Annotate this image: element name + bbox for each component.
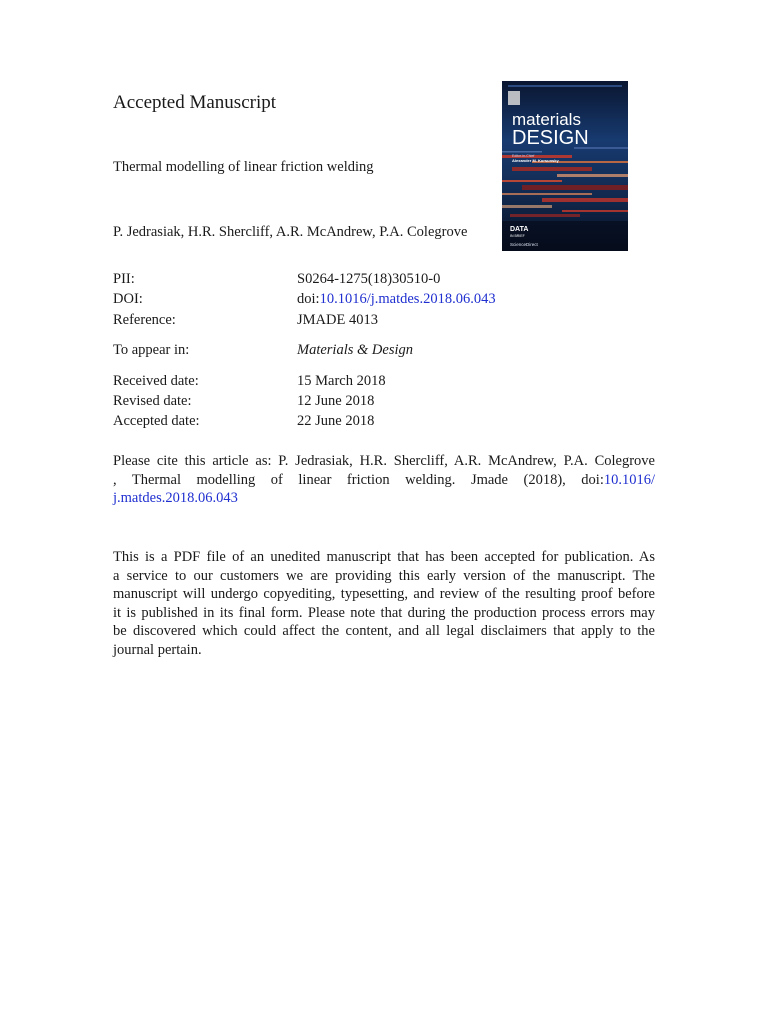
article-authors: P. Jedrasiak, H.R. Shercliff, A.R. McAndrew, P.A. Colegrove — [113, 224, 468, 240]
doi-link[interactable]: 10.1016/j.matdes.2018.06.043 — [319, 291, 496, 307]
disclaimer-line: journal pertain. — [113, 641, 202, 658]
accepted-label: Accepted date: — [113, 413, 200, 429]
reference-label: Reference: — [113, 312, 176, 328]
received-value: 15 March 2018 — [297, 373, 386, 389]
citation-line-2 — [113, 471, 655, 490]
cover-journal-bottom: DESIGN — [512, 127, 589, 149]
article-title: Thermal modelling of linear friction welding — [113, 159, 374, 175]
accepted-value: 22 June 2018 — [297, 413, 375, 429]
citation-line-3 — [113, 489, 655, 508]
cover-editor-name: Alexander M. Korsunsky — [512, 158, 559, 163]
revised-label: Revised date: — [113, 393, 192, 409]
cover-editor-label: Editor-in-Chief — [512, 154, 535, 158]
cover-publisher: ScienceDirect — [510, 242, 538, 247]
disclaimer-paragraph — [113, 548, 655, 660]
appear-label: To appear in: — [113, 342, 190, 358]
received-label: Received date: — [113, 373, 199, 389]
revised-value: 12 June 2018 — [297, 393, 375, 409]
elsevier-logo-icon — [508, 91, 520, 105]
citation-line-1: Please cite this article as: P. Jedrasiak, H.R. Shercliff, A.R. McAndrew, P.A. Colegrove — [113, 453, 655, 469]
disclaimer-line: This is a PDF file of an unedited manuscript that has been accepted for publication. As — [113, 549, 655, 565]
doi-label: DOI: — [113, 291, 143, 307]
page-title: Accepted Manuscript — [113, 92, 277, 113]
journal-cover-image — [502, 81, 628, 251]
doi-prefix: doi: — [297, 291, 320, 307]
disclaimer-line: be discovered which could affect the content, and all legal disclaimers that apply to the — [113, 623, 655, 640]
doi-value-wrap — [297, 290, 496, 308]
disclaimer-line: a service to our customers we are providing this early version of the manuscript. The — [113, 567, 655, 584]
disclaimer-line: it is published in its final form. Please note that during the production process errors may — [113, 604, 655, 621]
citation-doi-link-part-2[interactable]: j.matdes.2018.06.043 — [113, 490, 238, 506]
cover-data-badge: DATA — [510, 226, 529, 233]
pii-value: S0264-1275(18)30510-0 — [297, 271, 441, 287]
cover-data-badge-sub: IN BRIEF — [510, 234, 525, 238]
reference-value: JMADE 4013 — [297, 312, 378, 328]
disclaimer-line: manuscript will undergo copyediting, typesetting, and review of the resulting proof before — [113, 586, 655, 603]
pii-label: PII: — [113, 271, 135, 287]
citation-line-2-text: , Thermal modelling of linear friction welding. Jmade (2018), doi: — [113, 471, 604, 488]
citation-paragraph — [113, 452, 655, 508]
citation-doi-link-part-1[interactable]: 10.1016/ — [603, 471, 655, 488]
cover-journal-top: materials — [512, 110, 581, 129]
appear-value: Materials & Design — [297, 342, 413, 358]
